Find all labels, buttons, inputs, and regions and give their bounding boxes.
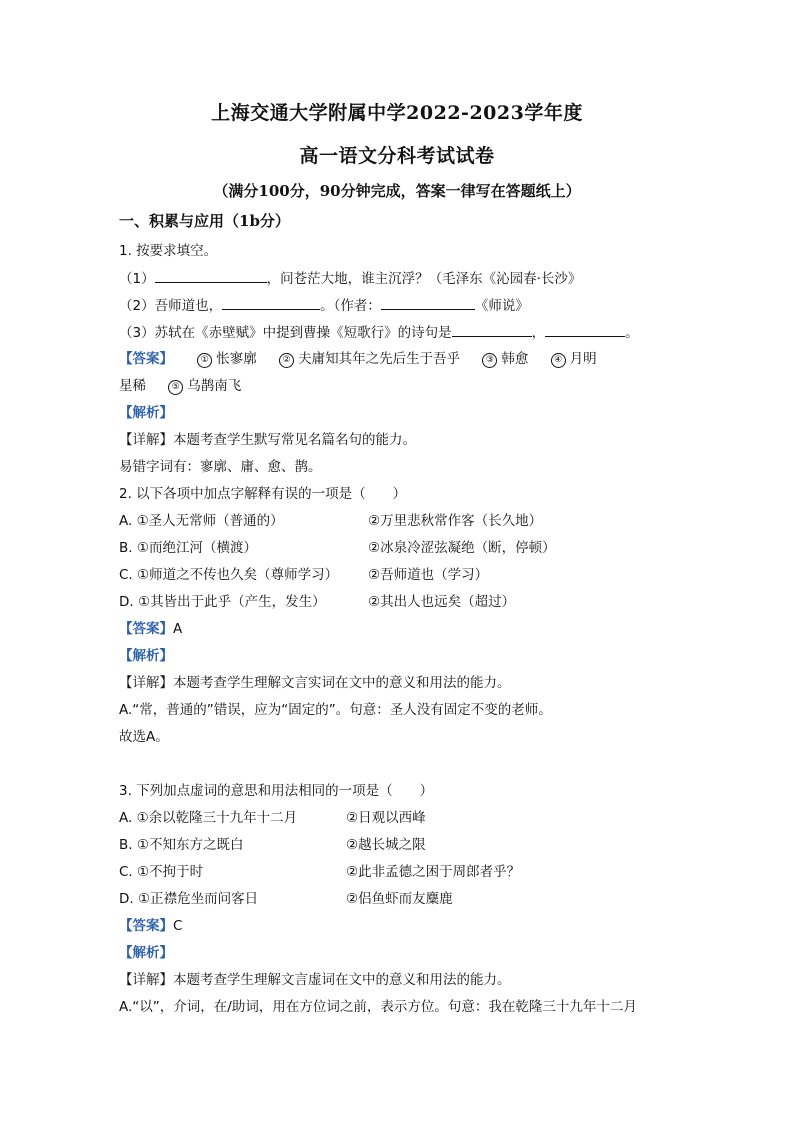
q2-answer (119, 619, 182, 639)
q2-explain: A.“常，普通的”错误，应为“固定的”。句意：圣人没有固定不变的老师。 (119, 702, 552, 718)
exam-subtitle: 高一语文分科考试试卷 (299, 145, 495, 167)
q3-stem: 3. 下列加点虚词的意思和用法相同的一项是（ ） (119, 783, 434, 799)
q1-part3 (119, 322, 639, 343)
q2-option-c-right: ②吾师道也（学习） (368, 567, 489, 583)
q3-option-a-right: ②日观以西峰 (346, 810, 426, 826)
q3-answer (119, 916, 182, 936)
answer-text: 乌鹊南飞 (187, 378, 242, 394)
q1-part3-pre: （3）苏轼在《赤壁赋》中提到曹操《短歌行》的诗句是 (119, 325, 452, 341)
q1-part2-mid: 。（作者： (320, 298, 381, 314)
q1-part2-post: 《师说》 (474, 298, 529, 314)
q2-option-d: D. ①其皆出于此乎（产生，发生） (119, 594, 326, 610)
q1-blank-4 (452, 322, 532, 337)
q1-part2-pre: （2）吾师道也， (119, 298, 223, 314)
answer-text: 星稀 (119, 378, 146, 394)
q1-detail (119, 430, 416, 450)
detail-text: 本题考查学生理解文言实词在文中的意义和用法的能力。 (173, 675, 511, 691)
q1-part3-mid: ， (531, 325, 546, 341)
answer-text: 韩愈 (501, 351, 529, 367)
detail-tag: 【详解】 (119, 675, 173, 691)
q1-blank-5 (545, 322, 625, 337)
q3-option-b-right: ②越长城之限 (346, 837, 426, 853)
answer-text: 夫庸知其年之先后生于吾乎 (298, 351, 461, 367)
q2-analysis (119, 646, 173, 666)
q3-option-c: C. ①不拘于时 (119, 864, 204, 880)
analysis-tag: 【解析】 (119, 405, 173, 421)
q3-explain: A.“以”，介词，在/助词，用在方位词之前，表示方位。句意：我在乾隆三十九年十二月 (119, 999, 637, 1015)
q2-detail (119, 673, 511, 693)
q3-option-b: B. ①不知东方之既白 (119, 837, 244, 853)
q2-option-b-right: ②冰泉冷涩弦凝绝（断，停顿） (368, 540, 556, 556)
section-heading: 一、积累与应用（1b分） (119, 212, 290, 230)
q1-analysis (119, 403, 173, 423)
answer-tag: 【答案】 (119, 351, 173, 367)
answer-number: ③ (482, 353, 497, 368)
q1-stem: 1. 按要求填空。 (119, 243, 218, 259)
q1-blank-2 (222, 295, 320, 310)
q1-answer-line-2 (119, 376, 241, 396)
q3-option-c-right: ②此非孟德之困于周郎者乎？ (346, 864, 521, 880)
q1-part1 (119, 268, 581, 289)
q3-option-d-right: ②侣鱼虾而友麋鹿 (346, 891, 453, 907)
q1-part3-post: 。 (625, 325, 639, 341)
detail-tag: 【详解】 (119, 972, 173, 988)
q2-stem: 2. 以下各项中加点字解释有误的一项是（ ） (119, 486, 407, 502)
answer-number: ① (197, 353, 212, 368)
exam-note: （满分100分，90分钟完成，答案一律写在答题纸上） (213, 182, 581, 200)
answer-tag: 【答案】 (119, 621, 173, 637)
q2-option-c: C. ①师道之不传也久矣（尊师学习） (119, 567, 339, 583)
answer-number: ④ (551, 353, 566, 368)
analysis-tag: 【解析】 (119, 648, 173, 664)
answer-value: A (173, 621, 183, 637)
q2-option-b: B. ①而绝江河（横渡） (119, 540, 257, 556)
answer-value: C (173, 918, 183, 934)
q1-blank-3 (381, 295, 475, 310)
q2-conclusion: 故选A。 (119, 729, 169, 745)
q1-part1-post: ，问苍茫大地，谁主沉浮？（毛泽东《沁园春·长沙》 (266, 271, 582, 287)
answer-number: ② (279, 353, 294, 368)
answer-text: 月明 (569, 351, 597, 367)
answer-text: 怅寥廓 (216, 351, 257, 367)
detail-tag: 【详解】 (119, 432, 173, 448)
q3-option-a: A. ①余以乾隆三十九年十二月 (119, 810, 298, 826)
detail-text: 本题考查学生默写常见名篇名句的能力。 (173, 432, 416, 448)
q1-blank-1 (155, 268, 267, 283)
exam-title: 上海交通大学附属中学2022-2023学年度 (211, 102, 583, 124)
answer-number: ⑤ (168, 380, 183, 395)
q2-option-d-right: ②其出人也远矣（超过） (368, 594, 516, 610)
q1-typo-note: 易错字词有：寥廓、庸、愈、鹊。 (119, 459, 322, 475)
detail-text: 本题考查学生理解文言虚词在文中的意义和用法的能力。 (173, 972, 511, 988)
q3-detail (119, 970, 511, 990)
q3-option-d: D. ①正襟危坐而问客日 (119, 891, 259, 907)
answer-tag: 【答案】 (119, 918, 173, 934)
q1-part2 (119, 295, 529, 316)
q1-part1-pre: （1） (119, 271, 155, 287)
q2-option-a-right: ②万里悲秋常作客（长久地） (368, 513, 543, 529)
q3-analysis (119, 943, 173, 963)
analysis-tag: 【解析】 (119, 945, 173, 961)
q1-answer-line (119, 349, 603, 369)
q2-option-a: A. ①圣人无常师（普通的） (119, 513, 284, 529)
